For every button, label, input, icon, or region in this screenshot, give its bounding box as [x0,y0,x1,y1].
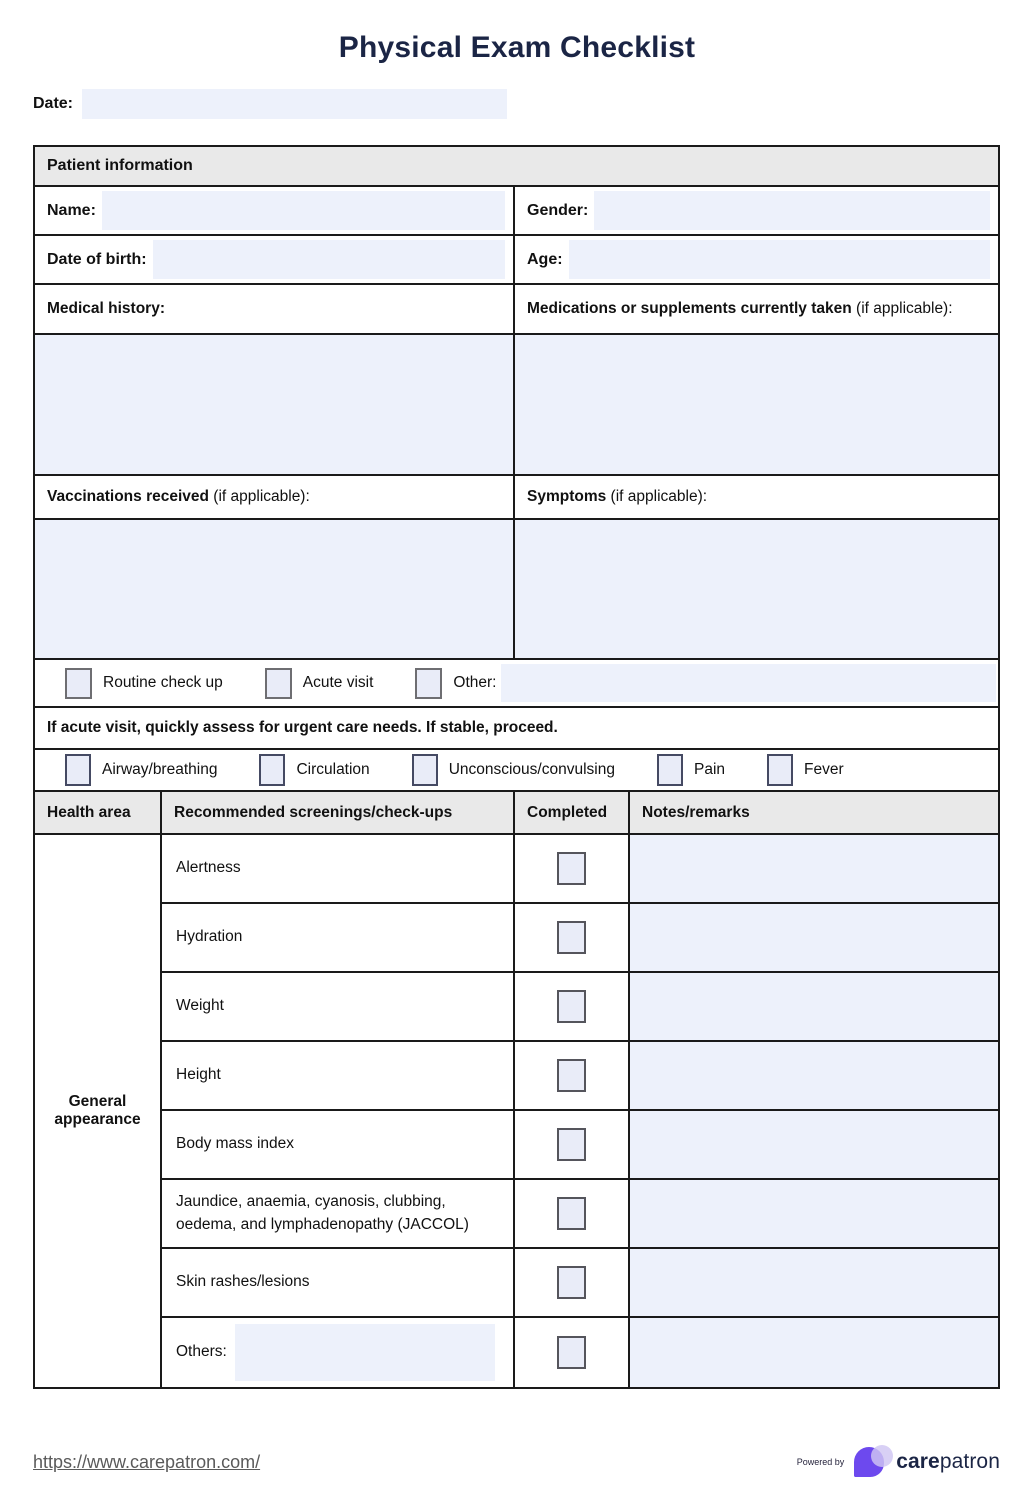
routine-check-up-label: Routine check up [103,674,223,691]
checklist-rows [162,835,998,1387]
name-input[interactable] [102,191,505,230]
medications-label-bold: Medications or supplements currently taken [527,300,852,317]
completed-cell [515,1180,630,1247]
table-row-bmi [162,1111,998,1180]
pain-label: Pain [693,761,726,778]
gender-label: Gender: [527,201,589,219]
height-completed-checkbox[interactable] [557,1059,586,1092]
acute-note-text: If acute visit, quickly assess for urgent care needs. If stable, proceed. [47,719,558,736]
dob-input[interactable] [153,240,505,279]
jaccol-completed-checkbox[interactable] [557,1197,586,1230]
acute-visit-checkbox[interactable] [265,668,292,699]
vaccinations-symptoms-input-row [35,520,998,660]
history-medications-label-row [35,285,998,335]
screening-label: Skin rashes/lesions [162,1249,515,1316]
completed-cell [515,1111,630,1178]
acute-note-row [35,708,998,750]
screening-label: Height [162,1042,515,1109]
medical-history-textarea[interactable] [35,335,515,474]
age-label: Age: [527,250,563,268]
patient-form-table [33,145,1000,1389]
medical-history-label-cell [35,285,515,333]
screening-label: Hydration [162,904,515,971]
other-label: Other: [453,674,497,691]
table-row-height [162,1042,998,1111]
medications-label-suffix: (if applicable): [851,300,953,317]
health-area-value: General appearance [35,835,162,1387]
hydration-notes-input[interactable] [630,904,998,971]
table-row-weight [162,973,998,1042]
symptoms-textarea[interactable] [515,520,998,658]
skin-rashes-completed-checkbox[interactable] [557,1266,586,1299]
date-input[interactable] [82,89,507,119]
screening-label: Others: [162,1318,515,1387]
screening-label: Alertness [162,835,515,902]
pain-checkbox[interactable] [657,754,683,786]
completed-cell [515,973,630,1040]
alertness-completed-checkbox[interactable] [557,852,586,885]
logo-circle-shape [871,1445,893,1467]
bmi-completed-checkbox[interactable] [557,1128,586,1161]
medications-textarea[interactable] [515,335,998,474]
others-completed-checkbox[interactable] [557,1336,586,1369]
visit-option-acute [265,668,374,699]
notes-header: Notes/remarks [642,803,750,821]
gender-cell [515,187,998,234]
other-checkbox[interactable] [415,668,442,699]
vaccinations-label-cell [35,476,515,518]
dob-age-row [35,236,998,285]
date-label: Date: [33,95,74,112]
symptoms-label-cell [515,476,998,518]
height-notes-input[interactable] [630,1042,998,1109]
age-input[interactable] [569,240,990,279]
flag-pain [657,754,725,786]
completed-cell [515,904,630,971]
medications-label-cell [515,285,998,333]
airway-breathing-label: Airway/breathing [102,761,218,778]
patient-info-header [35,147,998,187]
table-row-alertness [162,835,998,904]
symptoms-label-suffix: (if applicable): [606,488,708,505]
completed-cell [515,1318,630,1387]
table-row-jaccol [162,1180,998,1249]
alertness-notes-input[interactable] [630,835,998,902]
skin-rashes-notes-input[interactable] [630,1249,998,1316]
medical-history-label: Medical history: [47,300,165,317]
other-input[interactable] [501,664,997,702]
history-medications-input-row [35,335,998,476]
unconscious-convulsing-checkbox[interactable] [412,754,438,786]
completed-cell [515,835,630,902]
acute-visit-label: Acute visit [302,674,374,691]
page-title: Physical Exam Checklist [338,31,696,64]
others-notes-input[interactable] [630,1318,998,1387]
unconscious-convulsing-label: Unconscious/convulsing [448,761,615,778]
carepatron-link[interactable]: https://www.carepatron.com/ [33,1451,261,1472]
fever-checkbox[interactable] [767,754,793,786]
circulation-checkbox[interactable] [259,754,285,786]
flag-circulation [259,754,369,786]
checklist-body [35,835,998,1387]
vaccinations-textarea[interactable] [35,520,515,658]
flag-unconscious [412,754,615,786]
completed-cell [515,1042,630,1109]
patient-info-header-label: Patient information [47,157,193,174]
circulation-label: Circulation [296,761,370,778]
vaccinations-label-suffix: (if applicable): [208,488,310,505]
hydration-completed-checkbox[interactable] [557,921,586,954]
age-cell [515,236,998,283]
name-gender-row [35,187,998,236]
completed-cell [515,1249,630,1316]
health-area-header: Health area [35,792,162,833]
visit-option-routine [65,668,223,699]
dob-label: Date of birth: [47,250,147,268]
table-row-skin [162,1249,998,1318]
weight-completed-checkbox[interactable] [557,990,586,1023]
checklist-header-row [35,792,998,835]
urgent-flags-row [35,750,998,792]
symptoms-label-bold: Symptoms [527,488,607,505]
name-label: Name: [47,201,96,219]
airway-breathing-checkbox[interactable] [65,754,91,786]
screening-label: Body mass index [162,1111,515,1178]
others-input[interactable] [235,1324,495,1381]
screenings-header: Recommended screenings/check-ups [162,792,515,833]
date-row [33,89,1034,119]
visit-option-other [415,668,496,699]
powered-by-label: Powered by [796,1457,845,1467]
fever-label: Fever [804,761,844,778]
completed-header: Completed [515,792,630,833]
table-row-hydration [162,904,998,973]
routine-check-up-checkbox[interactable] [65,668,92,699]
visit-type-row [35,660,998,708]
vaccinations-symptoms-label-row [35,476,998,520]
jaccol-notes-input[interactable] [630,1180,998,1247]
flag-airway [65,754,217,786]
carepatron-wordmark: carepatron [896,1450,1000,1473]
gender-input[interactable] [594,191,990,230]
name-cell [35,187,515,234]
vaccinations-label-bold: Vaccinations received [47,488,209,505]
screening-label: Jaundice, anaemia, cyanosis, clubbing, oedema, and lymphadenopathy (JACCOL) [162,1180,515,1247]
bmi-notes-input[interactable] [630,1111,998,1178]
flag-fever [767,754,844,786]
screening-label: Weight [162,973,515,1040]
table-row-others [162,1318,998,1387]
weight-notes-input[interactable] [630,973,998,1040]
dob-cell [35,236,515,283]
